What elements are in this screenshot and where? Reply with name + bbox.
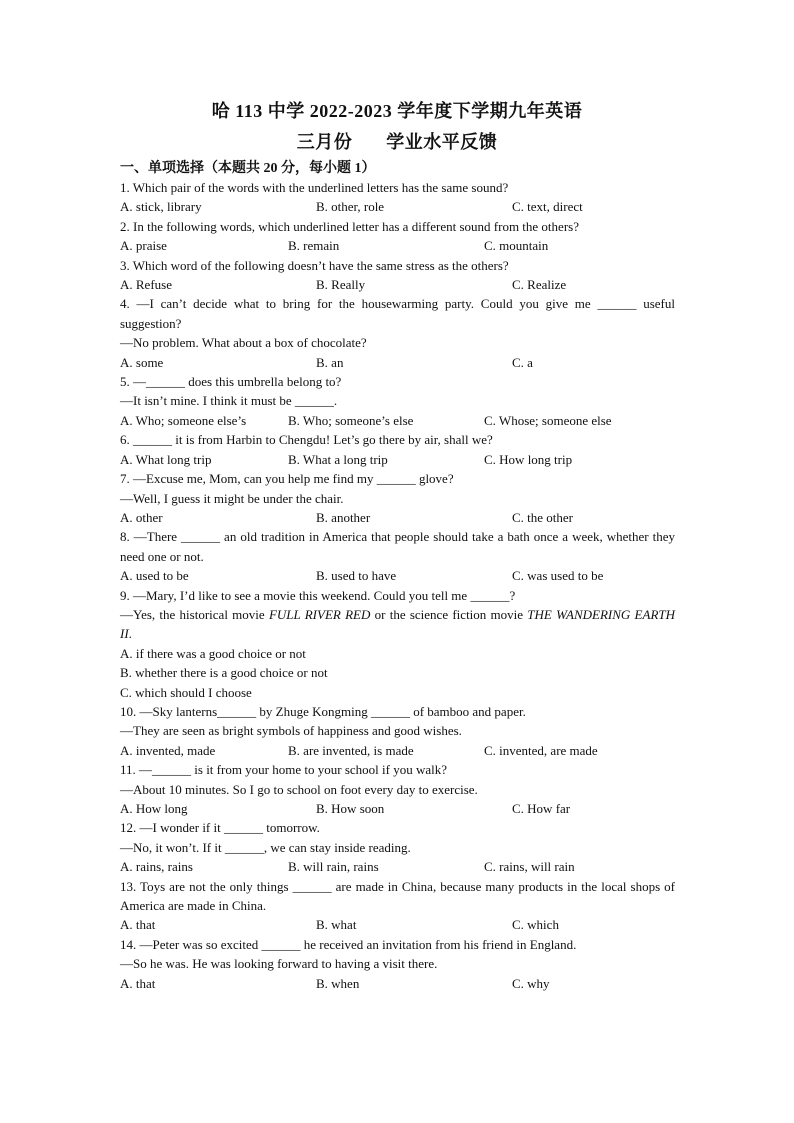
options	[120, 236, 675, 255]
option-c[interactable]: C. the other	[512, 509, 574, 525]
question-stem: 9. —Mary, I’d like to see a movie this weekend. Could you tell me ______?	[120, 587, 516, 603]
question-reply: —It isn’t mine. I think it must be ______.	[120, 393, 338, 409]
option-b[interactable]: B. what	[316, 917, 357, 933]
question-stem: 4. —I can’t decide what to bring for the housewarming party. Could you give me ______ useful suggestion?	[120, 296, 675, 331]
movie-title-1: FULL RIVER RED	[268, 606, 371, 622]
reply-text: .	[128, 626, 132, 642]
options	[120, 508, 675, 527]
reply-text: or the science fiction movie	[370, 606, 528, 622]
question-stem: 3. Which word of the following doesn’t have the same stress as the others?	[120, 257, 509, 273]
subtitle-feedback: 学业水平反馈	[386, 132, 498, 152]
option-a[interactable]: A. Refuse	[120, 277, 172, 293]
option-a[interactable]: A. that	[120, 975, 156, 991]
question-9	[120, 586, 675, 702]
options	[120, 275, 675, 294]
option-c[interactable]: C. text, direct	[512, 199, 583, 215]
option-b[interactable]: B. whether there is a good choice or not	[120, 665, 328, 681]
option-b[interactable]: B. another	[316, 509, 371, 525]
options	[120, 450, 675, 469]
page-subtitle	[0, 128, 794, 154]
page-title: 哈 113 中学 2022-2023 学年度下学期九年英语	[211, 101, 583, 121]
option-b[interactable]: B. Who; someone’s else	[288, 412, 414, 428]
question-10	[120, 702, 675, 760]
section-title: 一、单项选择（本题共 20 分，每小题 1）	[120, 161, 376, 176]
option-c[interactable]: C. rains, will rain	[484, 859, 575, 875]
question-stem: 1. Which pair of the words with the underlined letters has the same sound?	[120, 180, 509, 195]
option-a[interactable]: A. stick, library	[120, 199, 202, 215]
option-c[interactable]: C. How long trip	[484, 451, 573, 467]
question-reply: —Well, I guess it might be under the chair.	[120, 490, 344, 506]
question-13	[120, 877, 675, 935]
question-7	[120, 469, 675, 527]
option-a[interactable]: A. if there was a good choice or not	[120, 645, 306, 661]
question-reply: —So he was. He was looking forward to having a visit there.	[120, 956, 438, 972]
question-stem: 5. —______ does this umbrella belong to?	[120, 374, 342, 390]
option-c[interactable]: C. a	[512, 354, 533, 370]
question-stem: 10. —Sky lanterns______ by Zhuge Kongming ______ of bamboo and paper.	[120, 703, 526, 719]
options	[120, 974, 675, 993]
options	[120, 411, 675, 430]
option-b[interactable]: B. will rain, rains	[288, 859, 379, 875]
option-a[interactable]: A. rains, rains	[120, 859, 193, 875]
options	[120, 799, 675, 818]
question-12	[120, 818, 675, 876]
question-reply: —No problem. What about a box of chocolate?	[120, 335, 367, 351]
option-c[interactable]: C. which	[512, 917, 559, 933]
reply-text: —Yes, the historical movie	[120, 606, 269, 622]
question-stem: 2. In the following words, which underlined letter has a different sound from the others?	[120, 218, 579, 234]
options	[120, 566, 675, 585]
option-c[interactable]: C. mountain	[484, 238, 549, 254]
movie-title-2: THE WANDERING EARTH II	[120, 606, 675, 642]
option-c[interactable]: C. How far	[512, 801, 571, 816]
question-list	[120, 178, 675, 993]
option-b[interactable]: B. used to have	[316, 568, 397, 584]
option-a[interactable]: A. used to be	[120, 568, 189, 584]
option-a[interactable]: A. How long	[120, 801, 188, 816]
question-stem: 14. —Peter was so excited ______ he received an invitation from his friend in England.	[120, 936, 577, 952]
question-reply: —They are seen as bright symbols of happiness and good wishes.	[120, 723, 462, 739]
options	[120, 197, 675, 216]
question-6	[120, 430, 675, 469]
question-stem: 11. —______ is it from your home to your school if you walk?	[120, 762, 448, 778]
option-c[interactable]: C. which should I choose	[120, 684, 252, 700]
question-4	[120, 294, 675, 372]
options	[120, 915, 675, 934]
option-a[interactable]: A. invented, made	[120, 742, 216, 758]
options	[120, 353, 675, 372]
option-b[interactable]: B. Really	[316, 277, 366, 293]
option-a[interactable]: A. Who; someone else’s	[120, 412, 247, 428]
option-b[interactable]: B. when	[316, 975, 360, 991]
option-a[interactable]: A. some	[120, 354, 164, 370]
option-b[interactable]: B. other, role	[316, 199, 385, 215]
option-b[interactable]: B. an	[316, 354, 344, 370]
question-stem: 7. —Excuse me, Mom, can you help me find my ______ glove?	[120, 471, 454, 487]
question-1	[120, 178, 675, 217]
question-8	[120, 527, 675, 585]
question-5	[120, 372, 675, 430]
question-14	[120, 935, 675, 993]
subtitle-month: 三月份	[296, 132, 353, 152]
option-a[interactable]: A. praise	[120, 238, 167, 254]
question-11	[120, 760, 675, 818]
question-3	[120, 256, 675, 295]
option-a[interactable]: A. that	[120, 917, 156, 933]
option-c[interactable]: C. Whose; someone else	[484, 412, 612, 428]
option-a[interactable]: A. What long trip	[120, 451, 212, 467]
question-stem: 12. —I wonder if it ______ tomorrow.	[120, 820, 320, 836]
question-2	[120, 217, 675, 256]
question-stem: 8. —There ______ an old tradition in America that people should take a bath once a week, whether they need one or not.	[120, 529, 675, 564]
question-reply: —About 10 minutes. So I go to school on foot every day to exercise.	[120, 781, 478, 797]
option-c[interactable]: C. invented, are made	[484, 742, 598, 758]
question-reply	[120, 605, 675, 644]
option-c[interactable]: C. was used to be	[512, 568, 604, 584]
option-b[interactable]: B. What a long trip	[288, 451, 388, 467]
options	[120, 741, 675, 760]
question-stem: 13. Toys are not the only things ______ are made in China, because many products in the local shops of America are made in China.	[120, 878, 675, 914]
option-c[interactable]: C. why	[512, 975, 550, 991]
options	[120, 857, 675, 876]
option-b[interactable]: B. How soon	[316, 801, 385, 816]
option-b[interactable]: B. are invented, is made	[288, 742, 414, 758]
option-b[interactable]: B. remain	[288, 238, 340, 254]
question-reply: —No, it won’t. If it ______, we can stay inside reading.	[120, 839, 411, 855]
option-a[interactable]: A. other	[120, 509, 163, 525]
question-stem: 6. ______ it is from Harbin to Chengdu! Let’s go there by air, shall we?	[120, 432, 493, 448]
option-c[interactable]: C. Realize	[512, 277, 567, 293]
